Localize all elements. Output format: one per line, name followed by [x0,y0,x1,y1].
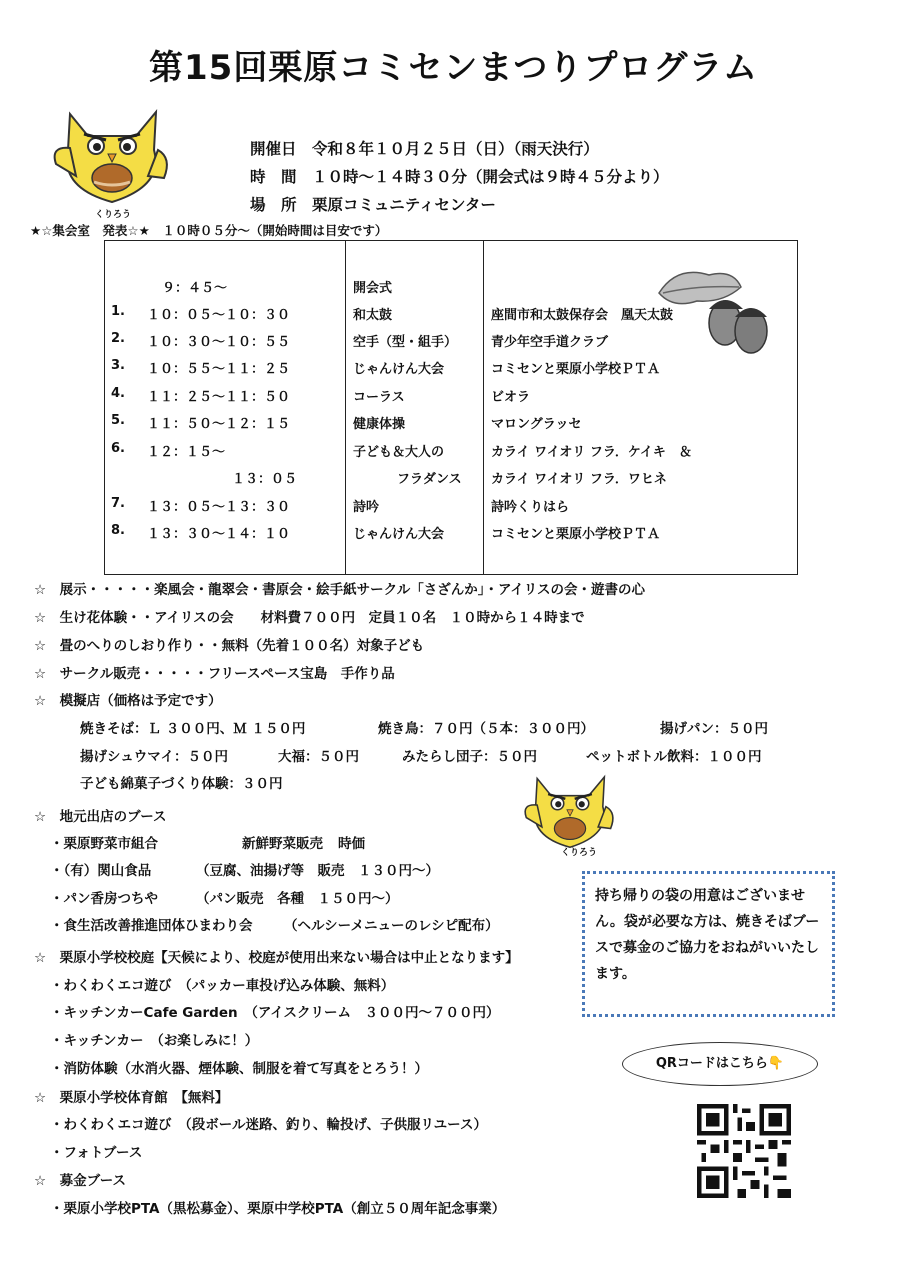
schedule-row: １３：０５ フラダンス カライ ワイオリ フラ．ワヒネ [232,472,667,487]
food-item: ペットボトル飲料：１００円 [586,749,762,765]
local-item-detail: 新鮮野菜販売 [242,836,323,852]
schedule-row: 4. １１：２５～１１：５０ コーラス ビオラ [111,386,531,405]
owl-mascot-icon [48,106,176,218]
schedule-row: 5. １１：５０～１２：１５ 健康体操 マロングラッセ [111,413,582,432]
bookmark-item: ☆ 畳のへりのしおり作り・・無料（先着１００名）対象子ども [34,638,425,654]
page-title: 第15回栗原コミセンまつりプログラム [149,48,758,88]
bag-notice: 持ち帰りの袋の用意はございません。袋が必要な方は、焼きそばブースで募金のご協力をおねがいいたします。 [582,871,835,1017]
schoolyard-item: ・キッチンカーCafe Garden （アイスクリーム ３００円～７００円） [50,1005,500,1021]
qr-code-icon[interactable] [697,1104,791,1198]
gym-item: ・わくわくエコ遊び （段ボール迷路、釣り、輪投げ、子供服リユース） [50,1117,487,1133]
local-heading: ☆ 地元出店のブース [34,809,167,825]
local-item: ・パン香房つちや [50,891,158,907]
food-item: 揚げシュウマイ：５０円 [80,749,228,765]
gym-item: ・フォトブース [50,1145,143,1161]
schoolyard-item: ・わくわくエコ遊び （パッカー車投げ込み体験、無料） [50,978,395,994]
schedule-row: ９：４５～ 開会式 [162,281,393,296]
food-item: 揚げパン：５０円 [660,721,768,737]
food-item: 子ども綿菓子づくり体験：３０円 [80,776,283,792]
local-item-price: 時価 [338,836,365,852]
section-heading: ★☆集会室 発表☆★ １０時０５分～（開始時間は目安です） [30,223,388,238]
food-item: 焼きそば：Ｌ ３００円、Ｍ １５０円 [80,721,306,737]
mascot-label: くりろう [95,210,132,220]
schoolyard-heading: ☆ 栗原小学校校庭【天候により、校庭が使用出来ない場合は中止となります】 [34,950,519,966]
stalls-heading: ☆ 模擬店（価格は予定です） [34,693,222,709]
schedule-row: 7. １３：０５～１３：３０ 詩吟 詩吟くりはら [111,496,570,515]
donation-heading: ☆ 募金ブース [34,1173,127,1189]
local-item-detail: （ヘルシーメニューのレシピ配布） [284,918,499,934]
schedule-row: 1. １０：０５～１０：３０ 和太鼓 座間市和太鼓保存会 凰天太鼓 [111,304,674,323]
circle-sale-item: ☆ サークル販売・・・・・フリースペース宝島 手作り品 [34,666,395,682]
info-date: 開催日 令和８年１０月２５日（日）（雨天決行） [250,140,599,158]
local-item: ・食生活改善推進団体ひまわり会 [50,918,253,934]
schedule-table [104,240,798,575]
food-item: 焼き鳥：７０円（５本：３００円） [378,721,594,737]
qr-label-bubble: QRコードはこちら👇 [622,1042,818,1086]
schoolyard-item: ・キッチンカー （お楽しみに！） [50,1033,259,1049]
local-item: ・（有）関山食品 [50,863,152,879]
info-place: 場 所 栗原コミュニティセンター [250,196,496,214]
schoolyard-item: ・消防体験（水消火器、煙体験、制服を着て写真をとろう！） [50,1061,428,1077]
gym-heading: ☆ 栗原小学校体育館 【無料】 [34,1090,229,1106]
schedule-row: 6. １２：１５～ 子ども＆大人の カライ ワイオリ フラ．ケイキ ＆ [111,441,692,460]
local-item: ・栗原野菜市組合 [50,836,158,852]
ikebana-item: ☆ 生け花体験・・アイリスの会 材料費７００円 定員１０名 １０時から１４時まで [34,610,585,626]
schedule-row: 8. １３：３０～１４：１０ じゃんけん大会 コミセンと栗原小学校ＰＴＡ [111,523,661,542]
local-item-detail: （パン販売 各種 １５０円～） [196,891,399,907]
food-item: 大福：５０円 [278,749,359,765]
info-time: 時 間 １０時～１４時３０分（開会式は９時４５分より） [250,168,669,186]
mascot-label: くりろう [561,848,598,858]
schedule-row: 2. １０：３０～１０：５５ 空手（型・組手） 青少年空手道クラブ [111,331,609,350]
donation-item: ・栗原小学校PTA（黒松募金）、栗原中学校PTA（創立５０周年記念事業） [50,1201,506,1217]
local-item-detail: （豆腐、油揚げ等 販売 １３０円～） [196,863,439,879]
schedule-row: 3. １０：５５～１１：２５ じゃんけん大会 コミセンと栗原小学校ＰＴＡ [111,358,661,377]
exhibit-item: ☆ 展示・・・・・楽風会・龍翠会・書原会・絵手紙サークル「さざんか」・アイリスの会・遊書の心 [34,582,645,598]
food-item: みたらし団子：５０円 [402,749,537,765]
